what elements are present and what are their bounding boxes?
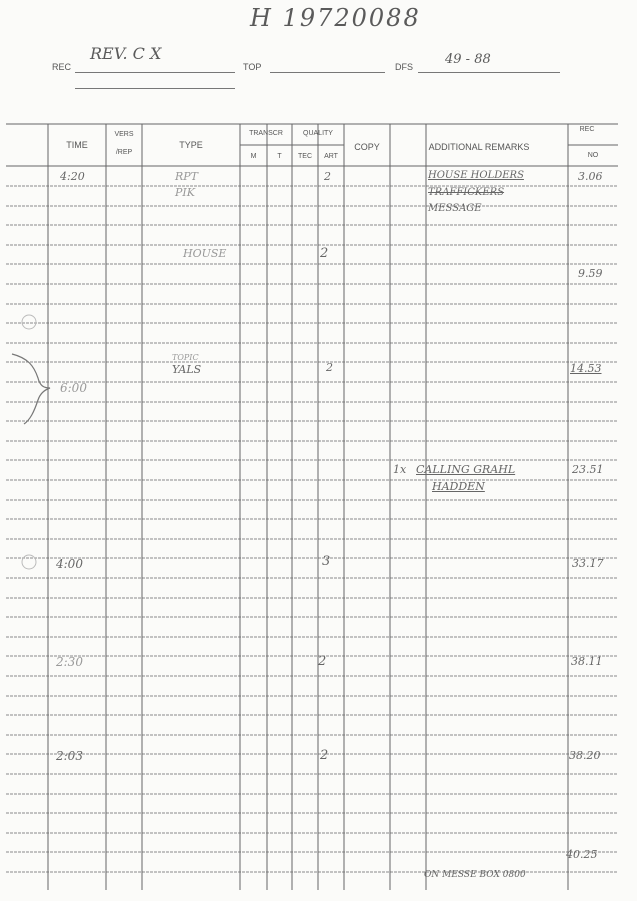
col-type-header: TYPE [179, 140, 203, 150]
dfs-value: 49 - 88 [445, 52, 491, 67]
row6-rec-no: 38.11 [571, 655, 603, 668]
row5-art: 3 [322, 554, 331, 569]
row1-art: 2 [324, 170, 331, 183]
col-vers-header: VERS [114, 131, 134, 138]
rec-value: REV. C X [90, 44, 162, 63]
dfs-label: DFS [395, 62, 413, 72]
row7-art: 2 [320, 748, 329, 763]
row1-time: 4:20 [60, 170, 85, 183]
col-time-header: TIME [66, 140, 88, 150]
row1-remarks-line2: TRAFFICKERS [428, 187, 505, 198]
col-no-header: NO [587, 152, 599, 159]
punch-hole-mark [22, 315, 36, 329]
col-copy-header: COPY [354, 142, 380, 152]
col-rep-header: /REP [115, 149, 133, 156]
margin-marks [0, 0, 110, 901]
row3-type-line2: YALS [172, 363, 202, 376]
row4-remarks-line2: HADDEN [432, 480, 485, 493]
col-quality-art-header: ART [324, 153, 338, 160]
row8-rec-no: 40.25 [566, 848, 598, 861]
col-quality-header: QUALITY [303, 130, 333, 137]
document-id: H 19720088 [250, 4, 421, 32]
col-rec-header: REC [579, 126, 595, 133]
row3-rec-no: 14.53 [570, 362, 602, 375]
row6-art: 2 [318, 654, 327, 669]
row1-remarks-line1: HOUSE HOLDERS [428, 170, 524, 181]
row8-remarks-line1: ON MESSE BOX 0800 [424, 870, 526, 880]
row2-rec-no: 9.59 [578, 267, 603, 280]
row7-rec-no: 38.20 [569, 749, 601, 762]
row1-type-line1: RPT [175, 170, 199, 183]
row1-remarks-line3: MESSAGE [428, 203, 482, 214]
row1-rec-no: 3.06 [578, 170, 603, 183]
row3-time: 6:00 [60, 381, 87, 395]
row5-rec-no: 33.17 [572, 557, 604, 570]
row5-time: 4:00 [56, 557, 83, 571]
row4-remarks-line1: CALLING GRAHL [416, 463, 516, 476]
top-label: TOP [243, 62, 262, 72]
row3-type-line1: TOPIC [172, 353, 199, 362]
punch-hole-mark [22, 555, 36, 569]
row3-art: 2 [326, 361, 333, 374]
rec-label: REC [52, 62, 72, 72]
row6-time: 2:30 [56, 655, 83, 669]
row2-type-line1: HOUSE [183, 247, 227, 260]
col-transcr-t-header: T [277, 153, 282, 160]
row4-rec-no: 23.51 [572, 463, 604, 476]
col-transcr-header: TRANSCR [249, 130, 283, 137]
row4-copy: 1x [393, 463, 407, 476]
col-transcr-m-header: M [250, 153, 257, 160]
row2-art: 2 [320, 246, 329, 261]
row1-type-line2: PIK [175, 186, 195, 199]
col-quality-tec-header: TEC [298, 153, 312, 160]
row7-time: 2:03 [56, 749, 83, 763]
bracket-mark [12, 354, 50, 424]
col-remarks-header: ADDITIONAL REMARKS [428, 142, 530, 152]
